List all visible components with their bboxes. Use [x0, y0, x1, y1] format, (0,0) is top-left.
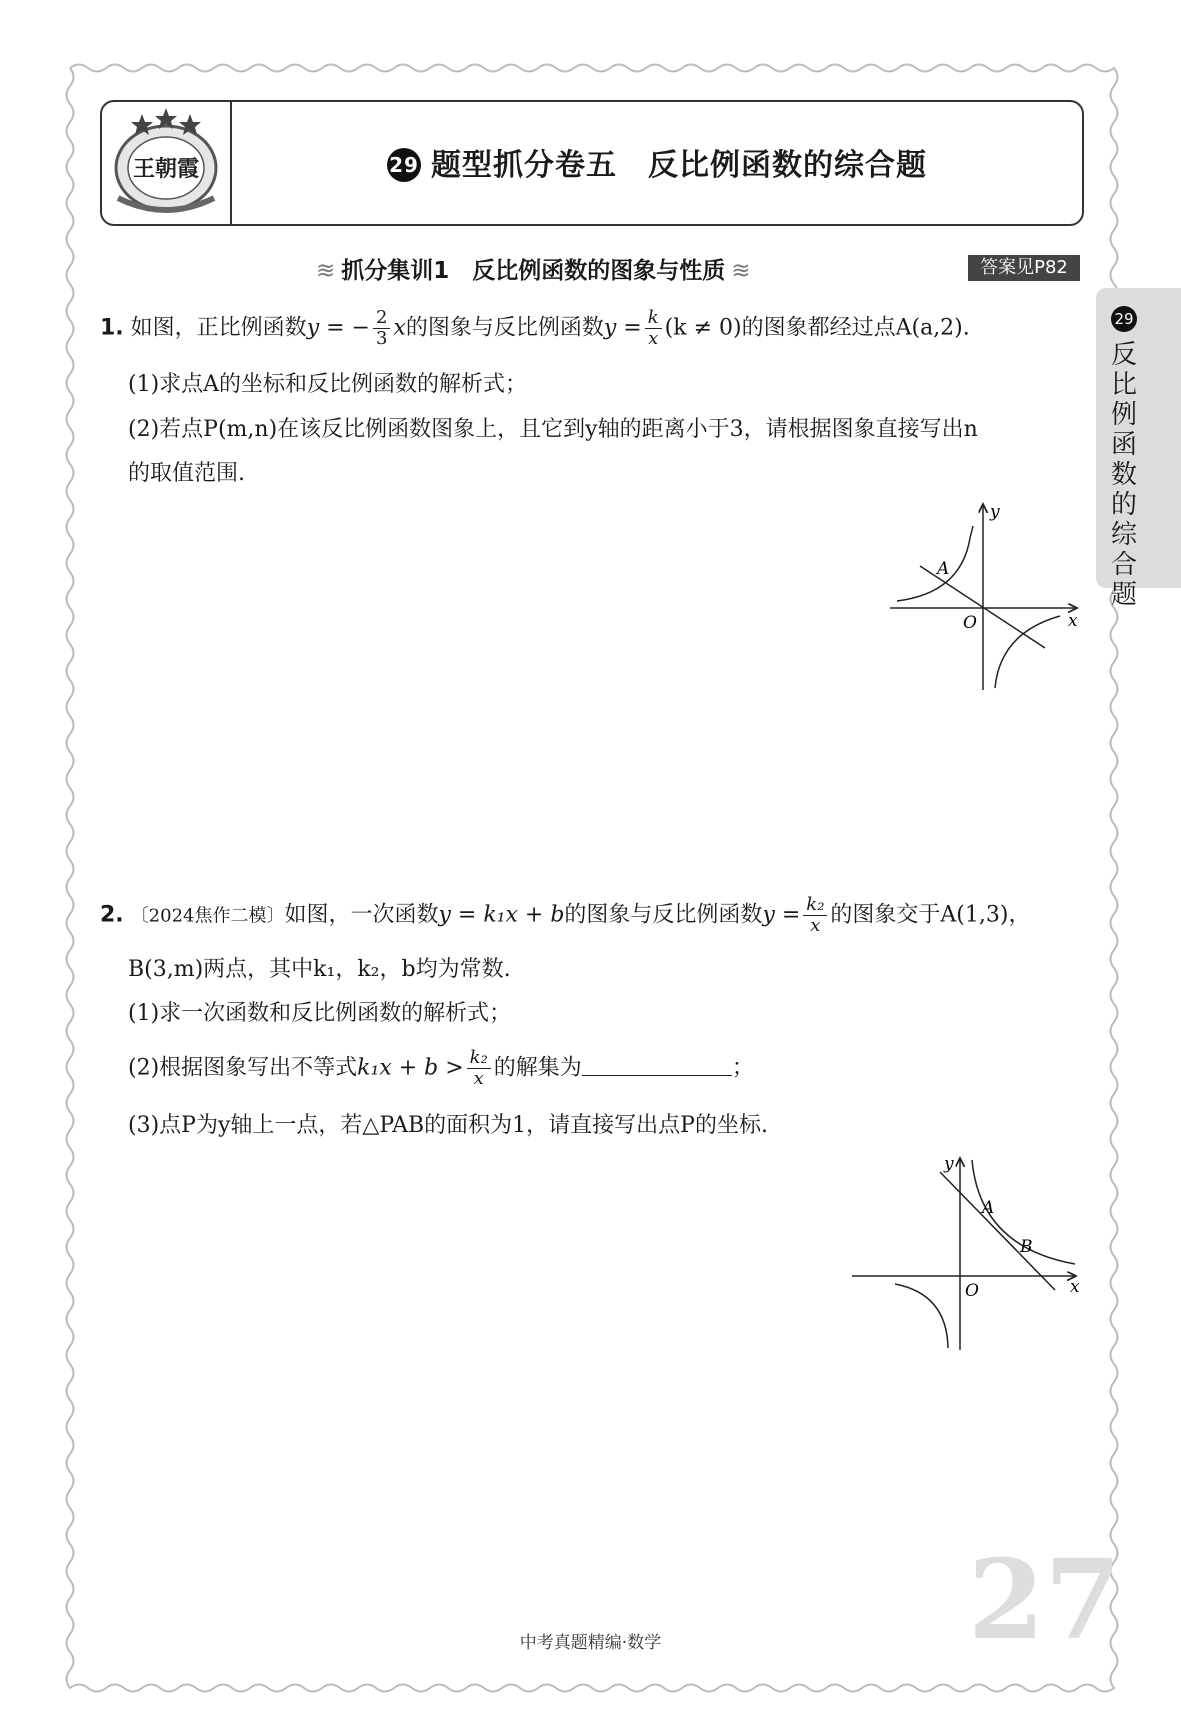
logo: [102, 102, 232, 224]
q2-graph: [850, 1152, 1085, 1352]
hyperbola-branch-lower: [895, 1284, 948, 1348]
answer-blank[interactable]: [582, 1055, 732, 1076]
q2-source: 〔2024焦作二模〕: [130, 905, 285, 927]
footer-text: 中考真题精编·数学: [519, 1633, 662, 1653]
section-title: ≋ 抓分集训1 反比例函数的图象与性质 ≋: [316, 258, 751, 284]
y-axis-label: y: [944, 1154, 954, 1174]
chapter-number-badge: 29: [387, 148, 421, 182]
x-axis-label: x: [1070, 1277, 1080, 1297]
q1-number: 1.: [100, 315, 124, 341]
side-chapter-tab: [1096, 288, 1181, 610]
q2-part1: (1)求一次函数和反比例函数的解析式；: [128, 1001, 512, 1026]
q2-number: 2.: [100, 902, 124, 928]
point-label-B: B: [1020, 1237, 1033, 1257]
q1-graph: [885, 498, 1085, 693]
q1-part2-cont: 的取值范围.: [128, 461, 245, 486]
q1-part1: (1)求点A的坐标和反比例函数的解析式；: [128, 372, 528, 397]
fraction: $\frac{k}{x}$: [645, 308, 662, 349]
hyperbola-branch-upper: [897, 526, 973, 601]
q2-part3: (3)点P为y轴上一点，若△PAB的面积为1，请直接写出点P的坐标.: [128, 1113, 768, 1138]
x-axis-label: x: [1068, 611, 1078, 631]
page-title: 29 题型抓分卷五 反比例函数的综合题: [232, 140, 1082, 184]
point-label-A: A: [937, 559, 950, 579]
y-axis-label: y: [990, 502, 1000, 522]
hyperbola-branch-lower: [995, 616, 1060, 688]
q2-part2: (2)根据图象写出不等式k₁x + b > $\frac{\text{k₂}}{x}$ 的解集为 ；: [128, 1047, 754, 1089]
q2-stem: 2. 〔2024焦作二模〕如图，一次函数y = k₁x + b的图象与反比例函数y = $\frac{\text{k₂}}{x}$ 的图象交于A(1,3)，: [100, 894, 1031, 936]
origin-label: O: [963, 613, 977, 633]
linear-function-line: [940, 1172, 1055, 1290]
q2-stem-cont: B(3,m)两点，其中k₁，k₂，b均为常数.: [128, 957, 511, 982]
wave-icon: ≋: [316, 258, 336, 284]
wave-icon: ≋: [731, 258, 751, 284]
q1-part2: (2)若点P(m,n)在该反比例函数图象上，且它到y轴的距离小于3，请根据图象直接写出n: [128, 417, 978, 442]
header-box: [100, 100, 1084, 226]
page-number: 27: [968, 1535, 1122, 1664]
fraction: $\frac{\text{k₂}}{x}$: [803, 895, 827, 936]
point-label-A: A: [982, 1198, 995, 1218]
fraction: $\frac{2}{3}$: [373, 308, 390, 349]
q1-stem: 1. 如图，正比例函数y = − $\frac{2}{3}$ x的图象与反比例函数y = $\frac{k}{x}$ (k ≠ 0)的图象都经过点A(a,2).: [100, 307, 970, 349]
fraction: $\frac{\text{k₂}}{x}$: [467, 1048, 491, 1089]
side-tab-number: 29: [1111, 306, 1137, 332]
svg-text:王朝霞: 王朝霞: [132, 156, 200, 182]
answer-reference-badge: 答案见P82: [968, 255, 1080, 281]
origin-label: O: [965, 1281, 979, 1301]
side-tab-text: 反比例函数的综合题: [1111, 340, 1138, 610]
